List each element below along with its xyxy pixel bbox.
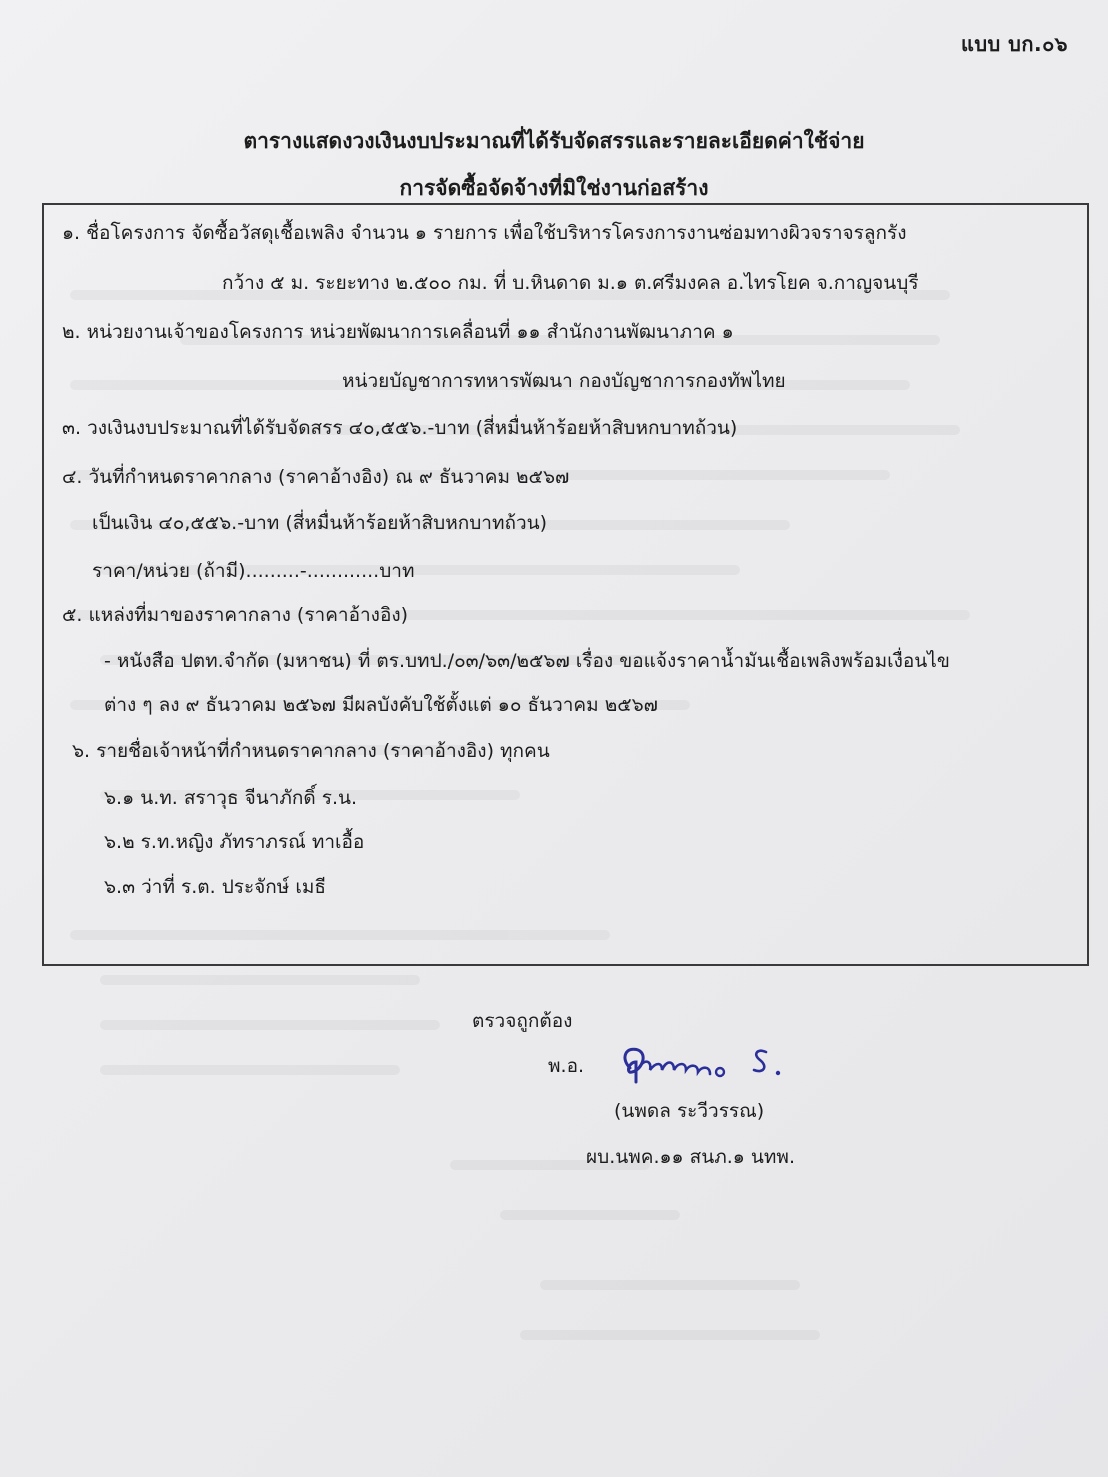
item5-price-source: ๕. แหล่งที่มาของราคากลาง (ราคาอ้างอิง) bbox=[62, 604, 409, 626]
item1-project-name: ๑. ชื่อโครงการ จัดซื้อวัสดุเชื้อเพลิง จำนวน ๑ รายการ เพื่อใช้บริหารโครงการงานซ่อมทางผิวจราจรลูกรัง bbox=[62, 222, 907, 244]
signer-name: (นพดล ระวีวรรณ) bbox=[614, 1100, 765, 1122]
item5-source-doc-cont: ต่าง ๆ ลง ๙ ธันวาคม ๒๕๖๗ มีผลบังคับใช้ตั้งแต่ ๑๐ ธันวาคม ๒๕๖๗ bbox=[104, 694, 658, 716]
item1-project-location: กว้าง ๕ ม. ระยะทาง ๒.๕๐๐ กม. ที่ บ.หินดาด ม.๑ ต.ศรีมงคล อ.ไทรโยค จ.กาญจนบุรี bbox=[222, 272, 919, 294]
form-code: แบบ บก.๐๖ bbox=[960, 32, 1068, 56]
committee-member-1: ๖.๑ น.ท. สราวุธ จีนาภักดิ์ ร.น. bbox=[104, 787, 358, 809]
committee-member-3: ๖.๓ ว่าที่ ร.ต. ประจักษ์ เมธี bbox=[104, 876, 326, 898]
verified-text: ตรวจถูกต้อง bbox=[472, 1010, 573, 1032]
item6-committee: ๖. รายชื่อเจ้าหน้าที่กำหนดราคากลาง (ราคาอ้างอิง) ทุกคน bbox=[72, 740, 550, 762]
item2-owner-unit-cont: หน่วยบัญชาการทหารพัฒนา กองบัญชาการกองทัพไทย bbox=[342, 370, 786, 392]
item4-unit-price: ราคา/หน่วย (ถ้ามี).........-............บาท bbox=[92, 560, 415, 582]
item4-reference-date: ๔. วันที่กำหนดราคากลาง (ราคาอ้างอิง) ณ ๙ ธันวาคม ๒๕๖๗ bbox=[62, 466, 570, 488]
signer-rank: พ.อ. bbox=[548, 1055, 585, 1077]
document-title-line2: การจัดซื้อจัดจ้างที่มิใช่งานก่อสร้าง bbox=[399, 176, 709, 200]
item4-amount: เป็นเงิน ๔๐,๕๕๖.-บาท (สี่หมื่นห้าร้อยห้าสิบหกบาทถ้วน) bbox=[92, 512, 548, 534]
signer-position: ผบ.นพค.๑๑ สนภ.๑ นทพ. bbox=[586, 1146, 795, 1168]
handwritten-signature bbox=[616, 1040, 796, 1090]
item3-budget: ๓. วงเงินงบประมาณที่ได้รับจัดสรร ๔๐,๕๕๖.-บาท (สี่หมื่นห้าร้อยห้าสิบหกบาทถ้วน) bbox=[62, 417, 738, 439]
document-title-line1: ตารางแสดงวงเงินงบประมาณที่ได้รับจัดสรรและรายละเอียดค่าใช้จ่าย bbox=[243, 129, 865, 153]
item5-source-doc: - หนังสือ ปตท.จำกัด (มหาชน) ที่ ตร.บทป./๐๓/๖๓/๒๕๖๗ เรื่อง ขอแจ้งราคาน้ำมันเชื้อเพลิงพร้อมเงื่อนไข bbox=[104, 650, 950, 672]
item2-owner-unit: ๒. หน่วยงานเจ้าของโครงการ หน่วยพัฒนาการเคลื่อนที่ ๑๑ สำนักงานพัฒนาภาค ๑ bbox=[62, 321, 734, 343]
committee-member-2: ๖.๒ ร.ท.หญิง ภัทราภรณ์ ทาเอื้อ bbox=[104, 831, 365, 853]
